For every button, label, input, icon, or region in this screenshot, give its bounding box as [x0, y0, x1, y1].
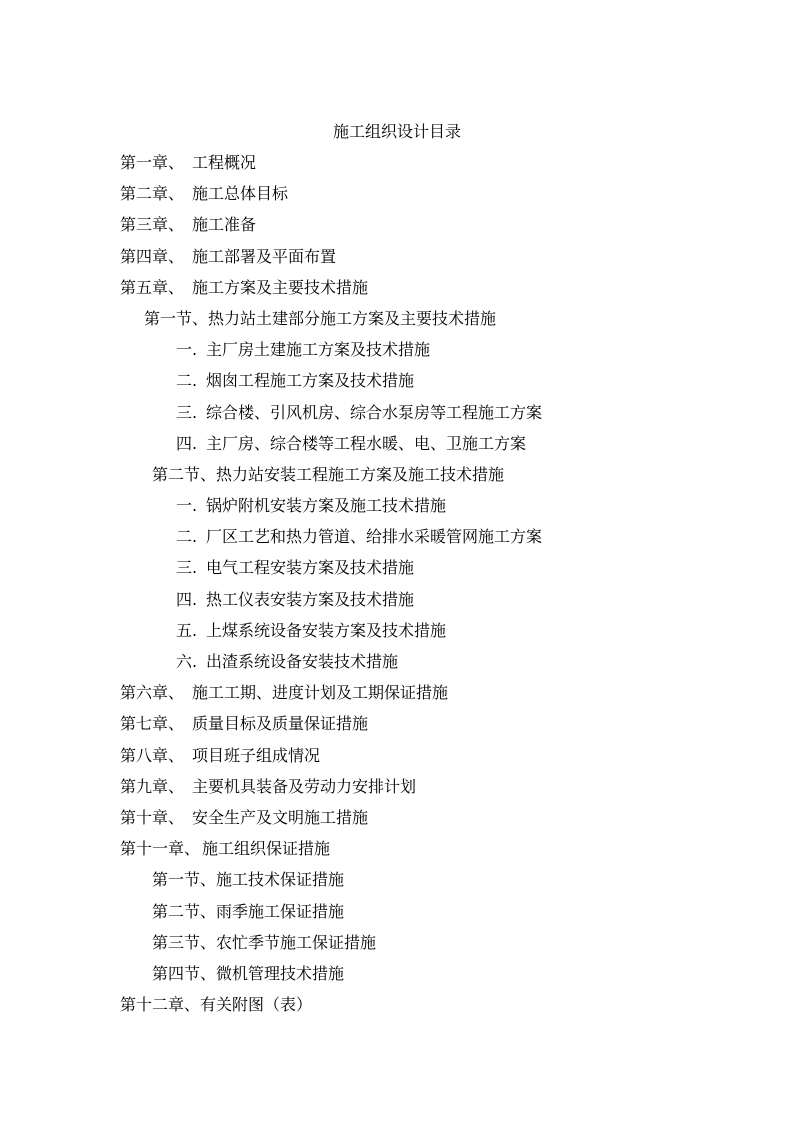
toc-chapter: [0, 807, 542, 838]
toc-chapter: [0, 682, 542, 713]
toc-chapter-number: 第十一章、: [120, 839, 201, 859]
toc-entry-text: 电气工程安装方案及技术措施: [206, 558, 415, 578]
toc-chapter-number: 第八章、: [120, 745, 185, 765]
toc-section-number: 第一节、: [152, 870, 217, 890]
toc-entry-text: 施工技术保证措施: [216, 870, 345, 890]
toc-entry-text: 施工总体目标: [192, 184, 289, 204]
toc-item: [0, 526, 542, 557]
toc-entry-text: 综合楼、引风机房、综合水泵房等工程施工方案: [206, 402, 543, 422]
toc-item-number: 三.: [176, 558, 198, 578]
toc-section: [0, 869, 542, 900]
toc-entry-text: 施工方案及主要技术措施: [192, 277, 369, 297]
toc-title: 施工组织设计目录: [332, 122, 461, 141]
toc-chapter-number: 第四章、: [120, 246, 185, 266]
toc-entry-text: 施工工期、进度计划及工期保证措施: [192, 683, 449, 703]
toc-entry-text: 施工组织保证措施: [202, 839, 331, 859]
toc-item-number: 四.: [176, 433, 198, 453]
toc-entry-text: 厂区工艺和热力管道、给排水采暖管网施工方案: [206, 527, 543, 547]
table-of-contents: [0, 152, 542, 1025]
toc-section: [0, 464, 542, 495]
toc-chapter-number: 第六章、: [120, 683, 185, 703]
toc-entry-text: 农忙季节施工保证措施: [216, 932, 377, 952]
toc-entry-text: 项目班子组成情况: [192, 745, 321, 765]
toc-chapter: [0, 277, 542, 308]
toc-section-number: 第一节、: [144, 308, 209, 328]
toc-item: [0, 370, 542, 401]
toc-item-number: 二.: [176, 527, 198, 547]
toc-item-number: 四.: [176, 589, 198, 609]
toc-item: [0, 557, 542, 588]
toc-entry-text: 热力站土建部分施工方案及主要技术措施: [208, 308, 497, 328]
toc-item: [0, 651, 542, 682]
toc-item-number: 三.: [176, 402, 198, 422]
toc-entry-text: 出渣系统设备安装技术措施: [206, 652, 399, 671]
toc-chapter: [0, 838, 542, 869]
toc-entry-text: 微机管理技术措施: [216, 963, 345, 983]
toc-item-number: 二.: [176, 371, 198, 391]
toc-entry-text: 质量目标及质量保证措施: [192, 714, 369, 734]
toc-chapter-number: 第二章、: [120, 184, 185, 204]
toc-chapter: [0, 246, 542, 277]
toc-entry-text: 主厂房、综合楼等工程水暖、电、卫施工方案: [206, 433, 527, 453]
toc-section: [0, 901, 542, 932]
toc-chapter: [0, 183, 542, 214]
toc-item: [0, 339, 542, 370]
toc-item: [0, 495, 542, 526]
toc-chapter-number: 第十章、: [120, 807, 185, 827]
toc-entry-text: 热工仪表安装方案及技术措施: [206, 589, 415, 609]
toc-chapter: [0, 776, 542, 807]
toc-chapter-number: 第三章、: [120, 215, 185, 235]
toc-item-number: 一.: [176, 340, 198, 360]
toc-entry-text: 烟囱工程施工方案及技术措施: [206, 371, 415, 391]
toc-entry-text: 施工部署及平面布置: [192, 246, 337, 266]
toc-chapter-number: 第七章、: [120, 714, 185, 734]
toc-item-number: 五.: [176, 620, 198, 640]
toc-item: [0, 433, 542, 464]
toc-entry-text: 锅炉附机安装方案及施工技术措施: [206, 496, 447, 516]
toc-chapter: [0, 713, 542, 744]
toc-section-number: 第三节、: [152, 932, 217, 952]
toc-entry-text: 施工准备: [192, 215, 257, 235]
toc-section: [0, 963, 542, 994]
toc-chapter: [0, 214, 542, 245]
toc-chapter-number: 第十二章、: [120, 995, 201, 1015]
toc-chapter-number: 第五章、: [120, 277, 185, 297]
toc-chapter-number: 第九章、: [120, 776, 185, 796]
toc-entry-text: 主要机具装备及劳动力安排计划: [192, 776, 417, 796]
toc-chapter: [0, 994, 542, 1025]
toc-entry-text: 有关附图（表）: [200, 995, 313, 1015]
toc-entry-text: 主厂房土建施工方案及技术措施: [206, 340, 431, 360]
toc-section-number: 第二节、: [152, 464, 217, 484]
toc-entry-text: 雨季施工保证措施: [216, 901, 345, 921]
toc-item: [0, 589, 542, 620]
toc-item: [0, 402, 542, 433]
toc-item-number: 六.: [176, 652, 198, 671]
toc-section: [0, 308, 542, 339]
toc-chapter-number: 第一章、: [120, 153, 185, 172]
toc-entry-text: 安全生产及文明施工措施: [192, 807, 369, 827]
toc-item-number: 一.: [176, 496, 198, 516]
toc-entry-text: 上煤系统设备安装方案及技术措施: [206, 620, 447, 640]
toc-chapter: [0, 745, 542, 776]
toc-section-number: 第二节、: [152, 901, 217, 921]
toc-entry-text: 工程概况: [192, 153, 257, 172]
toc-section-number: 第四节、: [152, 963, 217, 983]
toc-section: [0, 932, 542, 963]
toc-entry-text: 热力站安装工程施工方案及施工技术措施: [216, 464, 505, 484]
toc-item: [0, 620, 542, 651]
toc-chapter: [0, 152, 542, 183]
